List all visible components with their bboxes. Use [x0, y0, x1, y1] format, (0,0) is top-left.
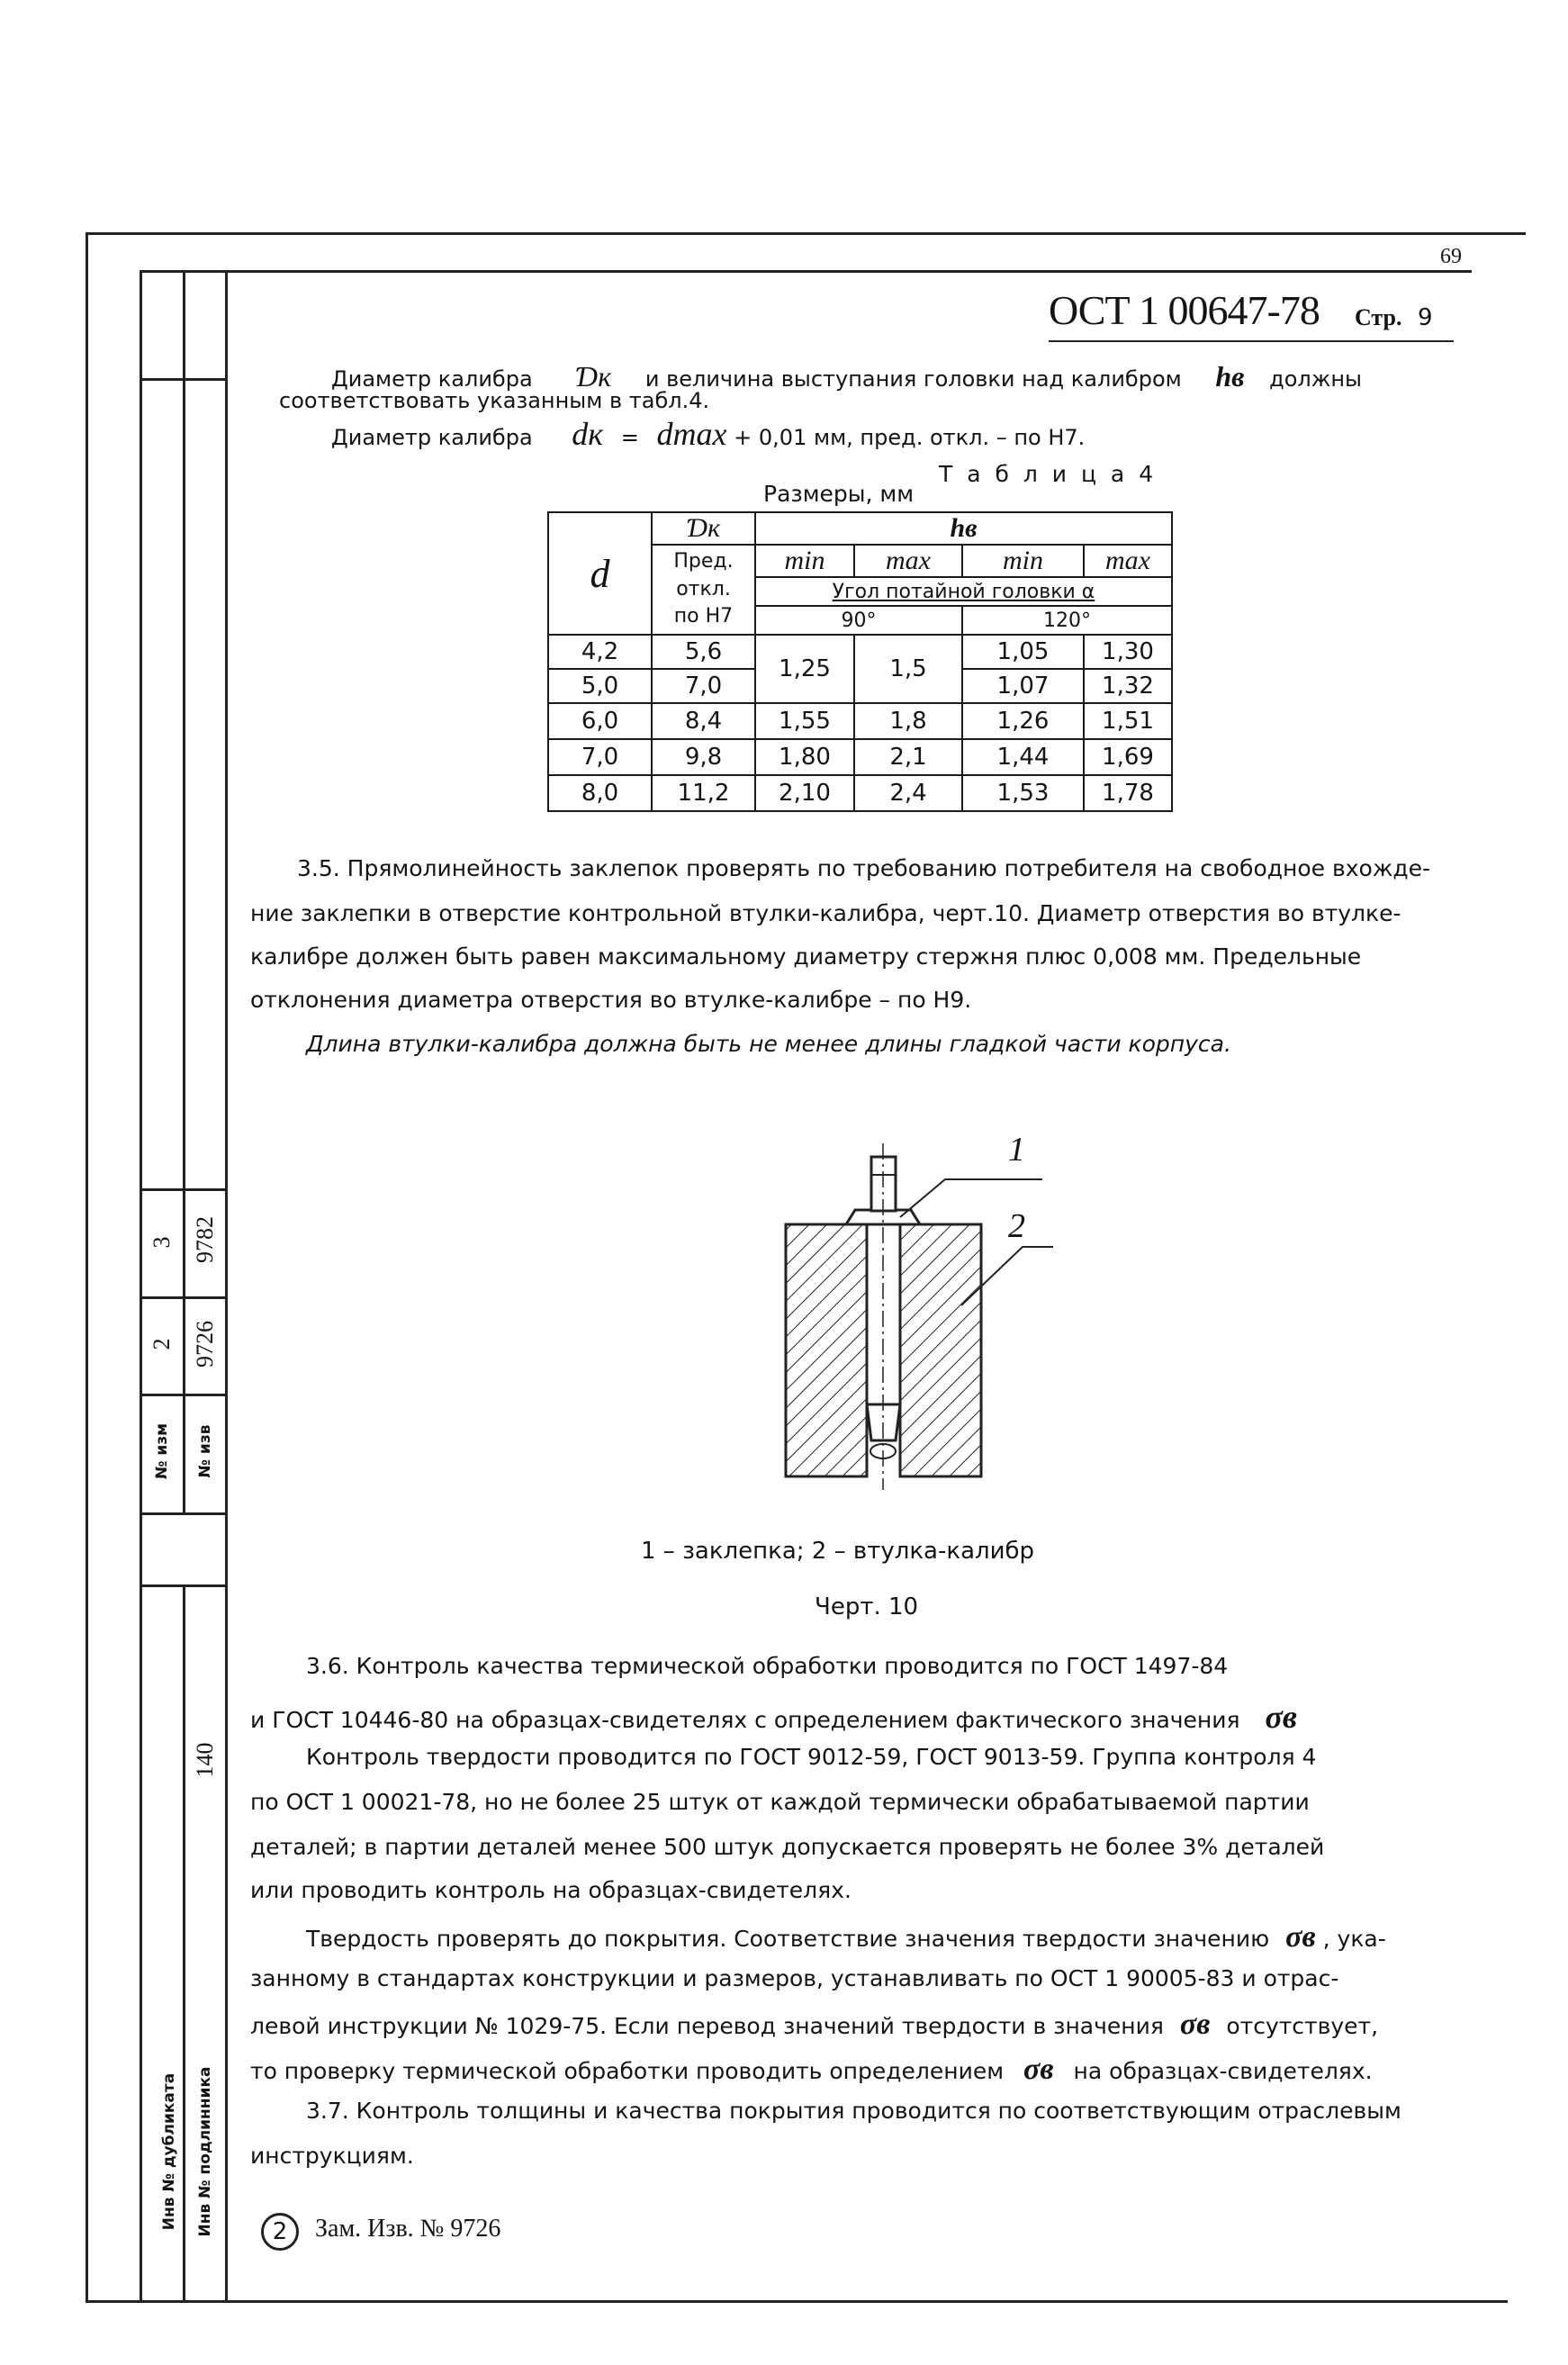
sec35-line-2: ние заклепки в отверстие контрольной втулки-калибра, черт.10. Диаметр отверстия во втулке-: [250, 900, 1401, 926]
strip-line-mid-lower: [183, 1584, 185, 2300]
rev-row-3-doc: 9782: [192, 1216, 218, 1263]
formula-dmax: dmax: [656, 416, 727, 452]
sec35-line-4: отклонения диаметра отверстия во втулке-калибре – по Н9.: [250, 987, 972, 1013]
sec36-text: и ГОСТ 10446-80 на образцах-свидетелях с определением фактического значения: [250, 1707, 1240, 1733]
cell-d: 6,0: [548, 703, 652, 739]
angle-90: 90°: [755, 606, 962, 635]
page-label: Стр.: [1355, 304, 1402, 330]
frame-top-line: [86, 232, 1526, 235]
sec36-line-1: 3.6. Контроль качества термической обработки проводится по ГОСТ 1497-84: [306, 1653, 1229, 1679]
cell-min120: 1,26: [962, 703, 1084, 739]
change-circle: [261, 2213, 299, 2251]
header-underline: [1049, 340, 1454, 342]
cell-dk: 8,4: [652, 703, 755, 739]
cell-min120: 1,07: [962, 669, 1084, 703]
cell-d: 4,2: [548, 635, 652, 669]
intro-symbol: hв: [1215, 360, 1245, 393]
col-dk-sub-1: Пред.: [673, 549, 734, 573]
rev-row-2-number: 2: [149, 1338, 175, 1350]
angle-120: 120°: [962, 606, 1172, 635]
cell-min90: 1,80: [755, 739, 854, 775]
rev-row-2-doc: 9726: [192, 1321, 218, 1368]
intro-text: + 0,01 мм, пред. откл. – по Н7.: [734, 425, 1086, 450]
cell-max120: 1,69: [1084, 739, 1172, 775]
cell-dk: 11,2: [652, 775, 755, 811]
sec36-line-8: занному в стандартах конструкции и размеров, устанавливать по ОСТ 1 90005-83 и отрас-: [250, 1965, 1339, 1991]
figure-drawing: [756, 1134, 1062, 1494]
cell-max90: 1,8: [854, 703, 962, 739]
sec36-line-4: по ОСТ 1 00021-78, но не более 25 штук от каждой термически обрабатываемой партии: [250, 1789, 1310, 1815]
intro-symbol: Ɗк: [575, 360, 612, 393]
sigma-symbol: σв: [1023, 2053, 1054, 2086]
strip-line-outer: [140, 270, 142, 2300]
sec36-text: Твердость проверять до покрытия. Соответствие значения твердости значению: [306, 1926, 1270, 1952]
sec36-text: на образцах-свидетелях.: [1073, 2058, 1373, 2084]
intro-text: Диаметр калибра: [331, 425, 533, 450]
sec36-line-2: [250, 1698, 1297, 1736]
sigma-symbol: σв: [1179, 2008, 1211, 2041]
intro-line-3: [331, 414, 1085, 455]
sec36-line-5: деталей; в партии деталей менее 500 штук допускается проверять не более 3% деталей: [250, 1834, 1325, 1860]
intro-text: Диаметр калибра: [331, 366, 533, 392]
col-dk-sub-3: по Н7: [673, 605, 734, 628]
intro-text: и величина выступания головки над калибром: [644, 366, 1182, 392]
data-table: [547, 511, 1173, 812]
rev-label-2: № изв: [196, 1424, 214, 1478]
angle-label: Угол потайной головки α: [755, 577, 1172, 606]
cell-d: 5,0: [548, 669, 652, 703]
sigma-symbol: σв: [1285, 1920, 1316, 1954]
bushing-right-wall: [900, 1224, 981, 1476]
cell-min90: 2,10: [755, 775, 854, 811]
page-number: 9: [1418, 304, 1433, 331]
cell-dk: 9,8: [652, 739, 755, 775]
strip-row-line: [140, 1296, 225, 1299]
strip-row-line: [140, 378, 225, 381]
cell-min120: 1,44: [962, 739, 1084, 775]
frame-content-top-line: [140, 270, 1472, 273]
strip-row-line: [140, 1394, 225, 1396]
cell-max90: 2,1: [854, 739, 962, 775]
figure-label-2: 2: [1008, 1207, 1025, 1245]
cell-max120: 1,30: [1084, 635, 1172, 669]
sub-header-max-90: max: [854, 545, 962, 577]
frame-bottom-line: [86, 2300, 1508, 2303]
sec36-line-6: или проводить контроль на образцах-свидетелях.: [250, 1877, 852, 1903]
cell-min90: 1,55: [755, 703, 854, 739]
sec36-text: левой инструкции № 1029-75. Если перевод значений твердости в значения: [250, 2013, 1164, 2039]
rev-row-3-number: 3: [149, 1236, 175, 1249]
frame-inner-line: [225, 270, 228, 2300]
doc-code: ОСТ 1 00647-78: [1049, 287, 1320, 333]
cell-d: 7,0: [548, 739, 652, 775]
sec36-line-10: [250, 2053, 1373, 2087]
corner-page-number: 69: [1440, 245, 1462, 268]
intro-line-2: соответствовать указанным в табл.4.: [279, 388, 710, 413]
bushing-left-wall: [786, 1224, 867, 1476]
inv-number: 140: [192, 1742, 218, 1778]
cell-min120: 1,53: [962, 775, 1084, 811]
formula-dk: dк: [572, 416, 604, 452]
sub-header-max-120: max: [1084, 545, 1172, 577]
cell-dk: 7,0: [652, 669, 755, 703]
cell-max90: 1,5: [854, 635, 962, 703]
change-note: Зам. Изв. № 9726: [315, 2215, 501, 2243]
sub-header-min-90: min: [755, 545, 854, 577]
strip-row-line: [140, 1188, 225, 1191]
formula-eq: =: [620, 425, 639, 450]
sec36-text: отсутствует,: [1226, 2013, 1379, 2039]
cell-max120: 1,78: [1084, 775, 1172, 811]
sigma-symbol: σв: [1265, 1699, 1298, 1735]
rev-label-1: № изм: [153, 1422, 171, 1480]
figure-legend: 1 – заклепка; 2 – втулка-калибр: [641, 1538, 1035, 1565]
change-circle-number: 2: [272, 2218, 288, 2245]
sec36-text: , ука-: [1322, 1926, 1386, 1952]
cell-d: 8,0: [548, 775, 652, 811]
cell-dk: 5,6: [652, 635, 755, 669]
duplicate-label: Инв № дубликата: [160, 2072, 178, 2231]
sec36-line-9: [250, 2008, 1378, 2042]
figure-caption: Черт. 10: [815, 1593, 919, 1620]
cell-max90: 2,4: [854, 775, 962, 811]
sec36-text: то проверку термической обработки проводить определением: [250, 2058, 1005, 2084]
intro-text: должны: [1269, 366, 1362, 392]
col-d-header: d: [548, 512, 652, 635]
cell-min90: 1,25: [755, 635, 854, 703]
sec35-line-3: калибре должен быть равен максимальному диаметру стержня плюс 0,008 мм. Предельные: [250, 943, 1362, 970]
col-dk-sub-2: откл.: [676, 577, 731, 600]
cell-min120: 1,05: [962, 635, 1084, 669]
sec35-line-1: 3.5. Прямолинейность заклепок проверять по требованию потребителя на свободное вхожде-: [297, 855, 1431, 881]
sec36-line-7: [306, 1920, 1386, 1954]
sec35-line-5: Длина втулки-калибра должна быть не менее длины гладкой части корпуса.: [306, 1031, 1231, 1057]
cell-max120: 1,32: [1084, 669, 1172, 703]
col-dk-header: Ɗк: [652, 512, 755, 545]
strip-line-mid: [183, 270, 185, 1512]
original-label: Инв № подлинника: [196, 2066, 214, 2237]
strip-row-line: [140, 1512, 225, 1515]
table-title: Т а б л и ц а 4: [939, 461, 1158, 487]
table-units: Размеры, мм: [763, 481, 915, 507]
sec37-line-1: 3.7. Контроль толщины и качества покрытия проводится по соответствующим отраслевым: [306, 2098, 1401, 2124]
sec37-line-2: инструкциям.: [250, 2143, 414, 2169]
frame-left-line: [86, 232, 88, 2303]
figure-label-1: 1: [1008, 1131, 1025, 1169]
sub-header-min-120: min: [962, 545, 1084, 577]
col-hb-header: hв: [755, 512, 1172, 545]
sec36-line-3: Контроль твердости проводится по ГОСТ 9012-59, ГОСТ 9013-59. Группа контроля 4: [306, 1744, 1317, 1770]
cell-max120: 1,51: [1084, 703, 1172, 739]
col-dk-subheader: [652, 545, 755, 635]
